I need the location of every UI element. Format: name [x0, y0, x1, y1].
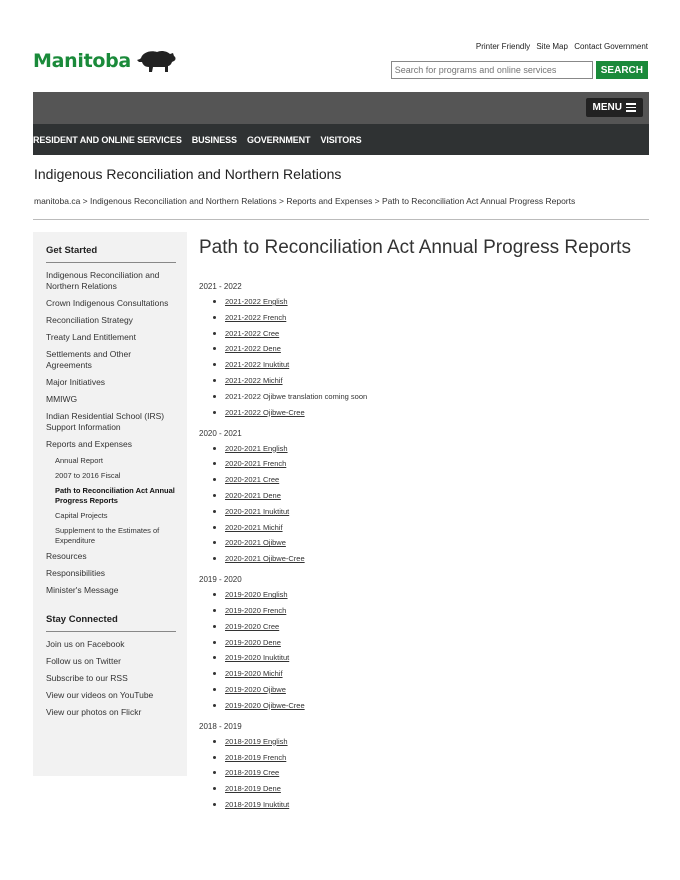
search-form [391, 61, 648, 79]
year-heading: 2021 - 2022 [199, 282, 242, 291]
sidebar-item-settlements[interactable]: Settlements and Other Agreements [46, 349, 132, 370]
manitoba-logo[interactable] [33, 48, 177, 74]
doc-link[interactable]: 2019-2020 French [225, 605, 287, 615]
sidebar-item-irnr[interactable]: Indigenous Reconciliation and Northern Relations [46, 270, 160, 291]
list-item [213, 638, 639, 647]
main-nav [33, 124, 649, 155]
year-heading: 2020 - 2021 [199, 428, 242, 438]
list-item [213, 507, 639, 516]
list-item [213, 329, 639, 338]
list-item [213, 701, 639, 710]
sidebar-sub-supplement[interactable]: Supplement to the Estimates of Expenditure [55, 526, 160, 545]
doc-list [213, 590, 639, 710]
doc-list [213, 297, 639, 417]
list-item [213, 523, 639, 532]
menu-button[interactable] [586, 98, 643, 117]
doc-link[interactable]: 2020-2021 Dene [225, 490, 281, 500]
list-item [213, 392, 639, 401]
list-item [213, 491, 639, 500]
list-item [213, 444, 639, 453]
doc-link[interactable]: 2018-2019 Inuktitut [225, 799, 290, 809]
doc-link[interactable]: 2018-2019 French [225, 752, 287, 762]
doc-link[interactable]: 2021-2022 French [225, 312, 287, 322]
printer-friendly-link[interactable]: Printer Friendly [475, 42, 531, 51]
sidebar-item-reports[interactable]: Reports and Expenses [46, 439, 132, 449]
list-item [213, 653, 639, 662]
list-item [213, 554, 639, 563]
sidebar-divider [46, 631, 176, 632]
nav-business[interactable]: BUSINESS [191, 134, 237, 145]
nav-resident-services[interactable]: RESIDENT AND ONLINE SERVICES [33, 134, 182, 145]
list-item [213, 297, 639, 306]
sidebar-item-treaty[interactable]: Treaty Land Entitlement [46, 332, 136, 342]
bison-icon [135, 48, 177, 74]
logo-text: Manitoba [33, 50, 131, 72]
list-item [213, 685, 639, 694]
search-input[interactable] [391, 61, 593, 79]
hamburger-icon [626, 101, 636, 114]
sidebar-heading-get-started: Get Started [46, 245, 98, 256]
sidebar [33, 232, 187, 776]
doc-list [213, 737, 639, 809]
list-item [213, 669, 639, 678]
list-item [213, 313, 639, 322]
doc-link[interactable]: 2020-2021 English [225, 443, 288, 453]
sidebar-item-consultations[interactable]: Crown Indigenous Consultations [46, 298, 169, 308]
list-item [213, 753, 639, 762]
social-rss-link[interactable]: Subscribe to our RSS [46, 673, 128, 683]
year-heading: 2019 - 2020 [199, 575, 242, 585]
doc-link[interactable]: 2021-2022 English [225, 297, 288, 306]
sidebar-item-responsibilities[interactable]: Responsibilities [46, 568, 106, 578]
doc-link[interactable]: 2018-2019 Dene [225, 784, 281, 794]
doc-link[interactable]: 2019-2020 Michif [225, 669, 283, 679]
search-button[interactable]: SEARCH [596, 61, 648, 79]
social-youtube-link[interactable]: View our videos on YouTube [46, 690, 154, 700]
doc-link[interactable]: 2019-2020 Ojibwe [225, 684, 286, 694]
doc-link[interactable]: 2021-2022 Michif [225, 375, 283, 385]
doc-link[interactable]: 2020-2021 Ojibwe [225, 538, 286, 548]
doc-link[interactable]: 2020-2021 Ojibwe-Cree [225, 554, 305, 564]
sidebar-sub-annual-report[interactable]: Annual Report [55, 456, 103, 465]
doc-link[interactable]: 2018-2019 Cree [225, 768, 280, 778]
list-item [213, 768, 639, 777]
sidebar-item-mmiwg[interactable]: MMIWG [46, 394, 78, 404]
list-item [213, 590, 639, 599]
menu-label: MENU [592, 102, 622, 113]
doc-link[interactable]: 2021-2022 Inuktitut [225, 360, 290, 370]
doc-link[interactable]: 2020-2021 Cree [225, 475, 280, 485]
sidebar-divider [46, 262, 176, 263]
social-flickr-link[interactable]: View our photos on Flickr [46, 707, 142, 717]
nav-government[interactable]: GOVERNMENT [246, 134, 311, 145]
year-heading: 2018 - 2019 [199, 721, 242, 731]
sidebar-item-irs[interactable]: Indian Residential School (IRS) Support Information [46, 411, 165, 432]
utility-links [472, 42, 648, 51]
doc-link[interactable]: 2020-2021 Inuktitut [225, 506, 290, 516]
list-item [213, 606, 639, 615]
social-twitter-link[interactable]: Follow us on Twitter [46, 656, 121, 666]
doc-link[interactable]: 2019-2020 English [225, 590, 288, 600]
divider [33, 219, 649, 220]
list-item [213, 408, 639, 417]
doc-link[interactable]: 2019-2020 Dene [225, 637, 281, 647]
list-item [213, 784, 639, 793]
doc-list [213, 444, 639, 564]
social-facebook-link[interactable]: Join us on Facebook [46, 639, 125, 649]
doc-link[interactable]: 2019-2020 Inuktitut [225, 653, 290, 663]
sidebar-sub-fiscal[interactable]: 2007 to 2016 Fiscal [55, 471, 121, 480]
doc-link[interactable]: 2021-2022 Cree [225, 328, 280, 338]
list-item [213, 344, 639, 353]
doc-link[interactable]: 2020-2021 Michif [225, 522, 283, 532]
sidebar-item-minister[interactable]: Minister's Message [46, 585, 119, 595]
sidebar-item-initiatives[interactable]: Major Initiatives [46, 377, 106, 387]
doc-link[interactable]: 2019-2020 Cree [225, 621, 280, 631]
list-item [213, 360, 639, 369]
doc-link[interactable]: 2019-2020 Ojibwe-Cree [225, 700, 305, 710]
sidebar-heading-stay-connected: Stay Connected [46, 614, 118, 625]
sidebar-sub-capital[interactable]: Capital Projects [55, 511, 108, 520]
doc-link[interactable]: 2020-2021 French [225, 459, 287, 469]
doc-link[interactable]: 2021-2022 Ojibwe-Cree [225, 407, 305, 417]
page-title: Path to Reconciliation Act Annual Progress Reports [199, 237, 631, 258]
site-map-link[interactable]: Site Map [536, 42, 568, 51]
nav-visitors[interactable]: VISITORS [320, 134, 362, 145]
doc-link[interactable]: 2018-2019 English [225, 736, 288, 746]
list-item [213, 376, 639, 385]
list-item [213, 459, 639, 468]
menu-bar [33, 92, 649, 124]
list-item [213, 800, 639, 809]
contact-government-link[interactable]: Contact Government [574, 42, 648, 51]
list-item [213, 475, 639, 484]
sidebar-item-strategy[interactable]: Reconciliation Strategy [46, 315, 133, 325]
doc-link[interactable]: 2021-2022 Dene [225, 344, 281, 354]
doc-note: 2021-2022 Ojibwe translation coming soon [225, 391, 368, 401]
list-item [213, 737, 639, 746]
breadcrumb[interactable]: manitoba.ca > Indigenous Reconciliation and Northern Relations > Reports and Expenses > Path to Reconciliation Act Annual Progress Reports [34, 196, 576, 206]
sidebar-item-resources[interactable]: Resources [46, 551, 87, 561]
sidebar-sub-path-reports[interactable]: Path to Reconciliation Act Annual Progress Reports [55, 486, 175, 505]
list-item [213, 622, 639, 631]
department-title[interactable]: Indigenous Reconciliation and Northern Relations [34, 166, 342, 182]
report-list [199, 282, 639, 821]
list-item [213, 538, 639, 547]
